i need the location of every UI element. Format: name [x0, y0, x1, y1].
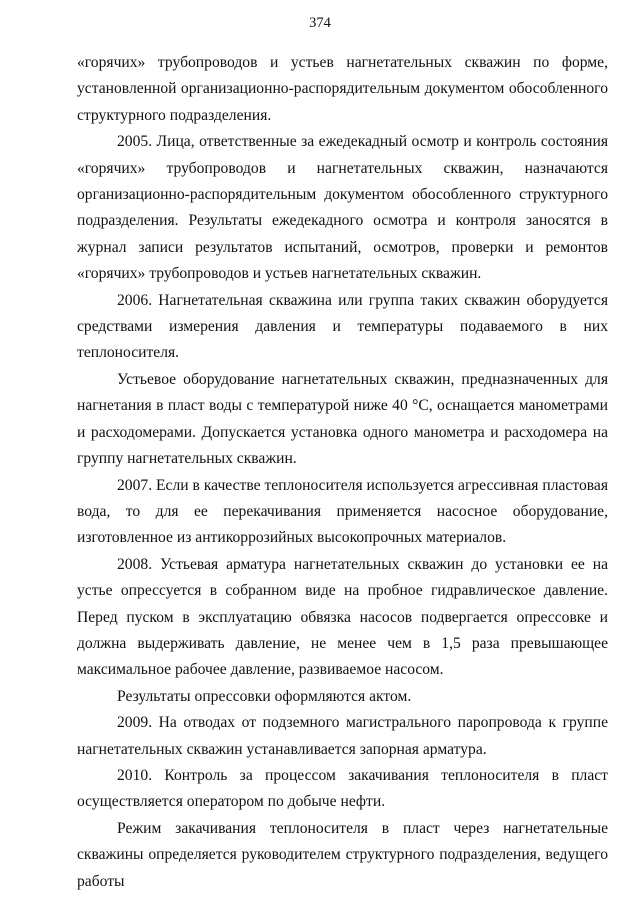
paragraph-2005: 2005. Лица, ответственные за ежедекадный осмотр и контроль состояния «горячих» трубопроводов и нагнетательных скважин, назначаются организационно-распорядительным документом обособленного структурного подразделения. Результаты ежедекадного осмотра и контроля заносятся в журнал записи результатов испытаний, осмотров, проверки и ремонтов «горячих» трубопроводов и устьев нагнетательных скважин.: [77, 133, 608, 283]
paragraph-continuation: «горячих» трубопроводов и устьев нагнетательных скважин по форме, установленной организационно-распорядительным документом обособленного структурного подразделения.: [77, 54, 608, 124]
page-number: 374: [309, 15, 331, 31]
paragraph-2006: 2006. Нагнетательная скважина или группа таких скважин оборудуется средствами измерения давления и температуры подаваемого в них теплоносителя.: [77, 291, 608, 362]
paragraph-wellhead-equipment: Устьевое оборудование нагнетательных скважин, предназначенных для нагнетания в пласт воды с температурой ниже 40 °С, оснащается манометрами и расходомерами. Допускается установка одного манометра и расходомера на группу нагнетательных скважин.: [77, 370, 608, 468]
paragraph-2010: 2010. Контроль за процессом закачивания теплоносителя в пласт осуществляется оператором по добыче нефти.: [77, 766, 608, 811]
document-body: [77, 50, 608, 895]
paragraph-2008: 2008. Устьевая арматура нагнетательных скважин до установки ее на устье опрессуется в собранном виде на пробное гидравлическое давление. Перед пуском в эксплуатацию обвязка насосов подвергается опрессовке и должна выдерживать давление, не менее чем в 1,5 раза превышающее максимальное рабочее давление, развиваемое насосом.: [77, 555, 608, 679]
paragraph-2009: 2009. На отводах от подземного магистрального паропровода к группе нагнетательных скважин устанавливается запорная арматура.: [77, 714, 608, 758]
paragraph-pressure-test-results: Результаты опрессовки оформляются актом.: [117, 687, 412, 705]
paragraph-2007: 2007. Если в качестве теплоносителя используется агрессивная пластовая вода, то для ее перекачивания применяется насосное оборудование, изготовленное из антикоррозийных высокопрочных материалов.: [77, 476, 608, 547]
paragraph-injection-mode: Режим закачивания теплоносителя в пласт через нагнетательные скважины определяется руководителем структурного подразделения, ведущего работы: [77, 819, 608, 890]
